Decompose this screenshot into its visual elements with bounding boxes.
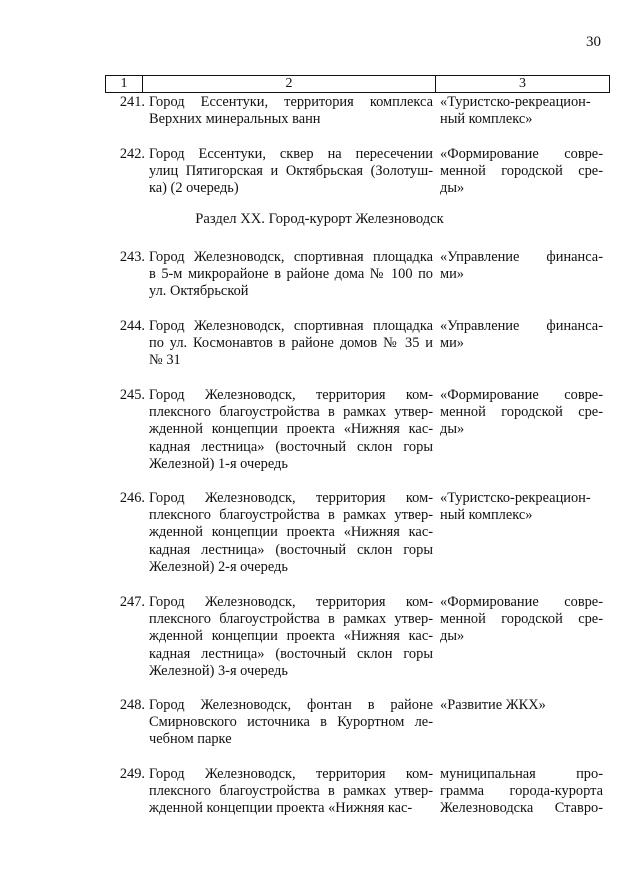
entry-program [440, 146, 603, 198]
entry-description [149, 94, 433, 128]
description-line: по ул. Космонавтов в районе домов № 35 и [149, 335, 433, 352]
entry-number: 249. [119, 766, 145, 782]
page-number: 30 [586, 34, 601, 50]
description-line: жденной концепции проекта «Нижняя кас- [149, 800, 413, 817]
entry-program [440, 94, 603, 128]
description-line: Город Железноводск, территория ком- [149, 766, 433, 782]
program-line: ды» [440, 180, 465, 197]
entry-program [440, 766, 603, 818]
description-line: Город Железноводск, территория ком- [149, 387, 433, 403]
program-line: «Формирование совре- [440, 594, 603, 610]
program-line: менной городской сре- [440, 611, 603, 628]
description-line: ул. Октябрьской [149, 283, 249, 300]
description-line: кадная лестница» (восточный склон горы [149, 645, 433, 662]
column-header-2: 2 [143, 76, 436, 92]
entry-number: 241. [119, 94, 145, 110]
entry-number: 248. [119, 697, 145, 713]
table-column-header [105, 75, 610, 93]
description-line: Город Железноводск, спортивная площадка [149, 318, 433, 334]
program-line: «Управление финанса- [440, 249, 603, 265]
description-line: Смирновского источника в Курортном ле- [149, 714, 433, 731]
entry-program [440, 249, 603, 283]
entry-description [149, 146, 433, 198]
description-line: Железной) 1-я очередь [149, 455, 288, 472]
program-line: ми» [440, 266, 465, 283]
program-line: ный комплекс» [440, 111, 533, 128]
program-line: «Управление финанса- [440, 318, 603, 334]
entry-number: 246. [119, 490, 145, 506]
entry-program [440, 387, 603, 439]
entry-number: 245. [119, 387, 145, 403]
description-line: Железной) 2-я очередь [149, 558, 288, 575]
program-line: ды» [440, 421, 465, 438]
program-line: «Туристско-рекреацион- [440, 94, 591, 110]
description-line: в 5-м микрорайоне в районе дома № 100 по [149, 266, 433, 283]
description-line: кадная лестница» (восточный склон горы [149, 541, 433, 558]
program-line: «Туристско-рекреацион- [440, 490, 591, 506]
entry-description [149, 490, 433, 576]
entry-number: 243. [119, 249, 145, 265]
program-line: «Формирование совре- [440, 387, 603, 403]
description-line: жденной концепции проекта «Нижняя кас- [149, 628, 433, 645]
program-line: муниципальная про- [440, 766, 603, 782]
program-line: ный комплекс» [440, 507, 533, 524]
entry-program [440, 594, 603, 646]
program-line: менной городской сре- [440, 163, 603, 180]
description-line: жденной концепции проекта «Нижняя кас- [149, 524, 433, 541]
program-line: ды» [440, 628, 465, 645]
entry-number: 244. [119, 318, 145, 334]
entry-number: 242. [119, 146, 145, 162]
description-line: ка) (2 очередь) [149, 180, 239, 197]
description-line: Верхних минеральных ванн [149, 111, 321, 128]
program-line: «Развитие ЖКХ» [440, 697, 546, 713]
column-header-3: 3 [519, 76, 526, 91]
description-line: № 31 [149, 352, 181, 369]
description-line: плексного благоустройства в рамках утвер- [149, 611, 433, 628]
description-line: Город Железноводск, территория ком- [149, 490, 433, 506]
description-line: плексного благоустройства в рамках утвер- [149, 404, 433, 421]
description-line: улиц Пятигорская и Октябрьская (Золотуш- [149, 163, 433, 180]
program-line: Железноводска Ставро- [440, 800, 603, 817]
description-line: чебном парке [149, 731, 232, 748]
description-line: Город Ессентуки, территория комплекса [149, 94, 433, 110]
entry-program [440, 490, 603, 524]
program-line: менной городской сре- [440, 404, 603, 421]
entry-description [149, 318, 433, 370]
description-line: плексного благоустройства в рамках утвер- [149, 507, 433, 524]
program-line: ми» [440, 335, 465, 352]
column-header-1: 1 [106, 76, 143, 92]
description-line: Железной) 3-я очередь [149, 662, 288, 679]
description-line: Город Железноводск, спортивная площадка [149, 249, 433, 265]
entry-description [149, 697, 433, 749]
entry-number: 247. [119, 594, 145, 610]
entry-description [149, 766, 433, 818]
description-line: Город Ессентуки, сквер на пересечении [149, 146, 433, 162]
description-line: жденной концепции проекта «Нижняя кас- [149, 421, 433, 438]
program-line: «Формирование совре- [440, 146, 603, 162]
entry-description [149, 387, 433, 473]
section-title: Раздел XX. Город-курорт Железноводск [195, 211, 444, 227]
entry-description [149, 594, 433, 680]
description-line: Город Железноводск, территория ком- [149, 594, 433, 610]
description-line: кадная лестница» (восточный склон горы [149, 438, 433, 455]
entry-program [440, 697, 603, 714]
program-line: грамма города-курорта [440, 783, 603, 800]
description-line: Город Железноводск, фонтан в районе [149, 697, 433, 713]
entry-program [440, 318, 603, 352]
entry-description [149, 249, 433, 301]
description-line: плексного благоустройства в рамках утвер- [149, 783, 433, 800]
